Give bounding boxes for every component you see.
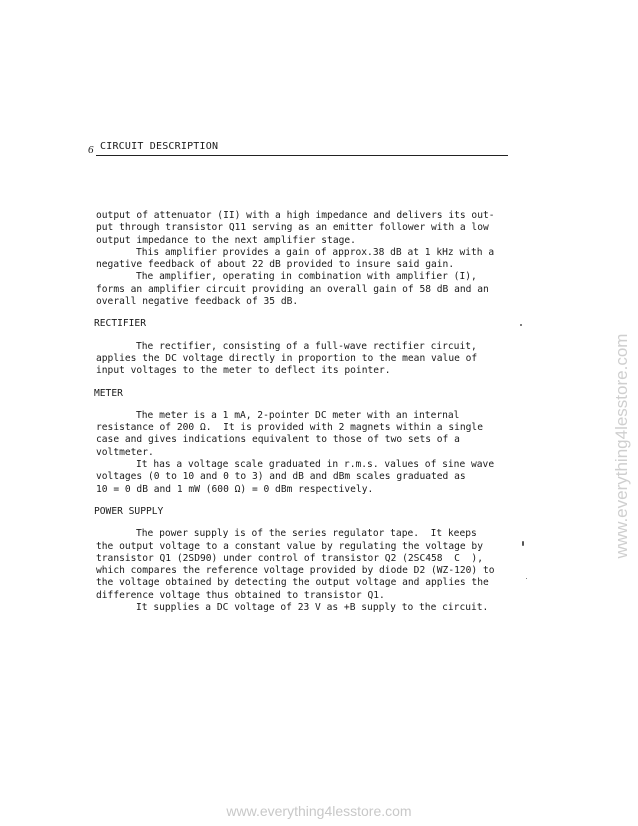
paragraph [96, 341, 516, 378]
text-line: difference voltage thus obtained to transistor Q1. [96, 589, 385, 601]
text-line: applies the DC voltage directly in proportion to the mean value of [96, 352, 478, 364]
text-line: resistance of 200 Ω. It is provided with 2 magnets within a single [96, 422, 483, 434]
text-line: forms an amplifier circuit providing an overall gain of 58 dB and an [96, 283, 489, 295]
scan-speck [520, 324, 522, 326]
paragraph [96, 528, 516, 602]
section-heading: RECTIFIER [94, 318, 146, 330]
scan-speck [522, 541, 524, 546]
text-line: input voltages to the meter to deflect its pointer. [96, 365, 391, 377]
bottom-watermark: www.everything4lesstore.com [226, 803, 412, 819]
text-line: negative feedback of about 22 dB provided to insure said gain. [96, 259, 455, 271]
text-line: voltages (0 to 10 and 0 to 3) and dB and dBm scales graduated as [96, 471, 466, 483]
text-line: It has a voltage scale graduated in r.m.s. values of sine wave [136, 459, 495, 471]
section-heading: METER [94, 387, 123, 399]
text-line: It supplies a DC voltage of 23 V as +B supply to the circuit. [136, 602, 489, 614]
paragraph [96, 210, 516, 247]
section [96, 210, 516, 308]
scan-speck [526, 578, 527, 579]
paragraph [96, 410, 516, 459]
header-rule [96, 155, 508, 156]
text-line: This amplifier provides a gain of approx.38 dB at 1 kHz with a [136, 246, 495, 258]
text-line: the output voltage to a constant value by regulating the voltage by [96, 540, 483, 552]
text-line: which compares the reference voltage provided by diode D2 (WZ-120) to [96, 565, 495, 577]
text-line: the voltage obtained by detecting the output voltage and applies the [96, 577, 489, 589]
text-line: overall negative feedback of 35 dB. [96, 296, 299, 308]
text-line: The rectifier, consisting of a full-wave rectifier circuit, [136, 340, 477, 352]
text-line: output of attenuator (II) with a high impedance and delivers its out- [96, 210, 495, 221]
text-line: output impedance to the next amplifier stage. [96, 234, 356, 246]
section [96, 506, 516, 614]
page-title: CIRCUIT DESCRIPTION [100, 141, 219, 152]
text-line: case and gives indications equivalent to those of two sets of a [96, 434, 460, 446]
paragraph [96, 247, 516, 272]
page-number: 6 [88, 144, 94, 156]
section [96, 388, 516, 496]
text-line: put through transistor Q11 serving as an emitter follower with a low [96, 222, 489, 234]
text-line: The amplifier, operating in combination with amplifier (I), [136, 271, 477, 283]
text-line: 10 = 0 dB and 1 mW (600 Ω) = 0 dBm respectively. [96, 483, 374, 495]
section [96, 318, 516, 377]
side-watermark: www.everything4lesstore.com [612, 333, 631, 559]
document-body [96, 210, 516, 614]
text-line: transistor Q1 (2SD90) under control of transistor Q2 (2SC458 C ), [96, 552, 483, 564]
section-heading: POWER SUPPLY [94, 505, 164, 517]
text-line: voltmeter. [96, 446, 154, 458]
text-line: The meter is a 1 mA, 2-pointer DC meter with an internal [136, 409, 460, 421]
paragraph [96, 602, 516, 614]
paragraph [96, 459, 516, 496]
text-line: The power supply is of the series regulator tape. It keeps [136, 528, 477, 540]
paragraph [96, 271, 516, 308]
